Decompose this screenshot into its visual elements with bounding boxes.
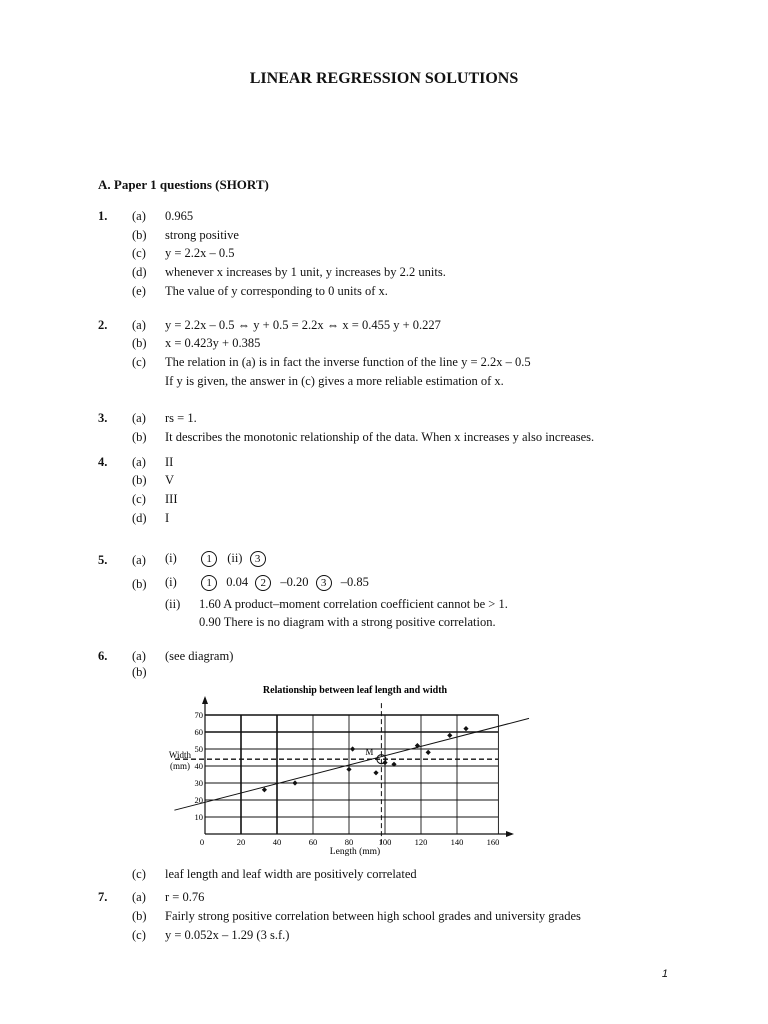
q5-answer-b-ii-line2: 0.90 There is no diagram with a strong positive correlation.	[199, 615, 496, 629]
q4-answer-c: III	[165, 492, 178, 506]
q6-answer-c: leaf length and leaf width are positively correlated	[165, 867, 417, 881]
q1-answer-d: whenever x increases by 1 unit, y increases by 2.2 units.	[165, 265, 446, 279]
q5-answer-b-i	[165, 575, 369, 591]
data-point	[426, 750, 431, 755]
q7-answer-c: y = 0.052x – 1.29 (3 s.f.)	[165, 928, 290, 942]
part-label: (b)	[132, 577, 147, 591]
subpart-label: (i)	[165, 551, 177, 565]
data-point	[350, 746, 355, 751]
part-label: (a)	[132, 209, 146, 223]
part-label: (a)	[132, 649, 146, 663]
question-number-3: 3.	[98, 411, 108, 425]
question-number-6: 6.	[98, 649, 108, 663]
part-label: (a)	[132, 890, 146, 904]
part-label: (b)	[132, 665, 147, 679]
subpart-label: (ii)	[227, 551, 243, 565]
part-label: (a)	[132, 318, 146, 332]
q2-answer-b: x = 0.423y + 0.385	[165, 336, 261, 350]
q2-answer-a: y = 2.2x – 0.5 ⇔ y + 0.5 = 2.2x ⇔ x = 0.455 y + 0.227	[165, 318, 441, 332]
part-label: (b)	[132, 909, 147, 923]
part-label: (d)	[132, 265, 147, 279]
y-tick-label: 70	[194, 710, 203, 720]
part-label: (b)	[132, 473, 147, 487]
subpart-label: (ii)	[165, 597, 181, 611]
q1-answer-e: The value of y corresponding to 0 units of x.	[165, 284, 388, 298]
part-label: (c)	[132, 492, 146, 506]
y-tick-label: 20	[194, 795, 203, 805]
question-number-7: 7.	[98, 890, 108, 904]
q6-answer-a: (see diagram)	[165, 649, 234, 663]
section-heading: A. Paper 1 questions (SHORT)	[98, 177, 269, 192]
chart-axes	[202, 696, 514, 837]
x-tick-label: 140	[450, 837, 464, 847]
x-tick-label: 160	[486, 837, 500, 847]
correlation-value: 0.04	[226, 575, 249, 589]
q7-answer-b: Fairly strong positive correlation between high school grades and university grades	[165, 909, 581, 923]
x-tick-label: 20	[236, 837, 246, 847]
part-label: (e)	[132, 284, 146, 298]
data-point	[262, 787, 267, 792]
correlation-value: –0.85	[340, 575, 369, 589]
data-point	[463, 726, 468, 731]
question-number-4: 4.	[98, 455, 108, 469]
part-label: (a)	[132, 455, 146, 469]
part-label: (b)	[132, 228, 147, 242]
correlation-value: –0.20	[280, 575, 309, 589]
x-tick-label: 0	[199, 837, 205, 847]
question-number-5: 5.	[98, 553, 108, 567]
x-tick-label: 80	[344, 837, 354, 847]
page-number: 1	[661, 968, 668, 980]
circled-number: 2	[255, 575, 271, 591]
question-number-1: 1.	[98, 209, 108, 223]
data-point	[373, 770, 378, 775]
part-label: (c)	[132, 246, 146, 260]
part-label: (c)	[132, 928, 146, 942]
y-tick-labels	[195, 710, 204, 822]
part-label: (a)	[132, 411, 146, 425]
q1-answer-c: y = 2.2x – 0.5	[165, 246, 235, 260]
y-tick-label: 50	[194, 744, 203, 754]
x-tick-label: 40	[272, 837, 282, 847]
chart-grid	[175, 703, 498, 844]
part-label: (d)	[132, 511, 147, 525]
data-point	[292, 780, 297, 785]
mean-point-label: M	[365, 747, 374, 758]
data-point	[346, 767, 351, 772]
part-label: (b)	[132, 430, 147, 444]
q5-answer-b-ii-line1: 1.60 A product–moment correlation coefficient cannot be > 1.	[199, 597, 508, 611]
q1-answer-b: strong positive	[165, 228, 239, 242]
y-axis-arrow	[202, 696, 208, 704]
q4-answer-b: V	[165, 473, 175, 487]
part-label: (b)	[132, 336, 147, 350]
x-tick-label: 120	[414, 837, 428, 847]
q2-answer-c-line2: If y is given, the answer in (c) gives a more reliable estimation of x.	[165, 374, 504, 388]
q5-answer-a	[165, 551, 269, 567]
q4-answer-a: II	[165, 455, 174, 469]
x-tick-label: 100	[378, 837, 392, 847]
scatter-chart	[160, 680, 530, 860]
q2-answer-c-line1: The relation in (a) is in fact the inverse function of the line y = 2.2x – 0.5	[165, 355, 531, 369]
x-axis-arrow	[506, 831, 514, 837]
y-tick-label: 30	[194, 778, 203, 788]
circled-number: 3	[250, 551, 266, 567]
x-tick-labels	[200, 837, 500, 847]
q3-answer-b: It describes the monotonic relationship of the data. When x increases y also increases.	[165, 430, 595, 444]
y-axis-label: Width (mm)	[168, 750, 192, 771]
part-label: (c)	[132, 867, 146, 881]
q4-answer-d: I	[165, 511, 170, 525]
q7-answer-a: r = 0.76	[165, 890, 205, 904]
q1-answer-a: 0.965	[165, 209, 194, 223]
x-tick-label: 60	[308, 837, 318, 847]
question-number-2: 2.	[98, 318, 108, 332]
data-point	[447, 733, 452, 738]
y-tick-label: 60	[194, 727, 203, 737]
subpart-label: (i)	[165, 575, 177, 589]
circled-number: 1	[201, 551, 217, 567]
q3-answer-a: rs = 1.	[165, 411, 197, 425]
y-tick-label: 40	[194, 761, 203, 771]
part-label: (a)	[132, 553, 146, 567]
x-axis-label: Length (mm)	[329, 847, 381, 857]
circled-number: 3	[316, 575, 332, 591]
chart-title: Relationship between leaf length and width	[262, 685, 448, 696]
part-label: (c)	[132, 355, 146, 369]
circled-number: 1	[201, 575, 217, 591]
page-title: LINEAR REGRESSION SOLUTIONS	[249, 70, 519, 87]
y-tick-label: 10	[194, 812, 203, 822]
